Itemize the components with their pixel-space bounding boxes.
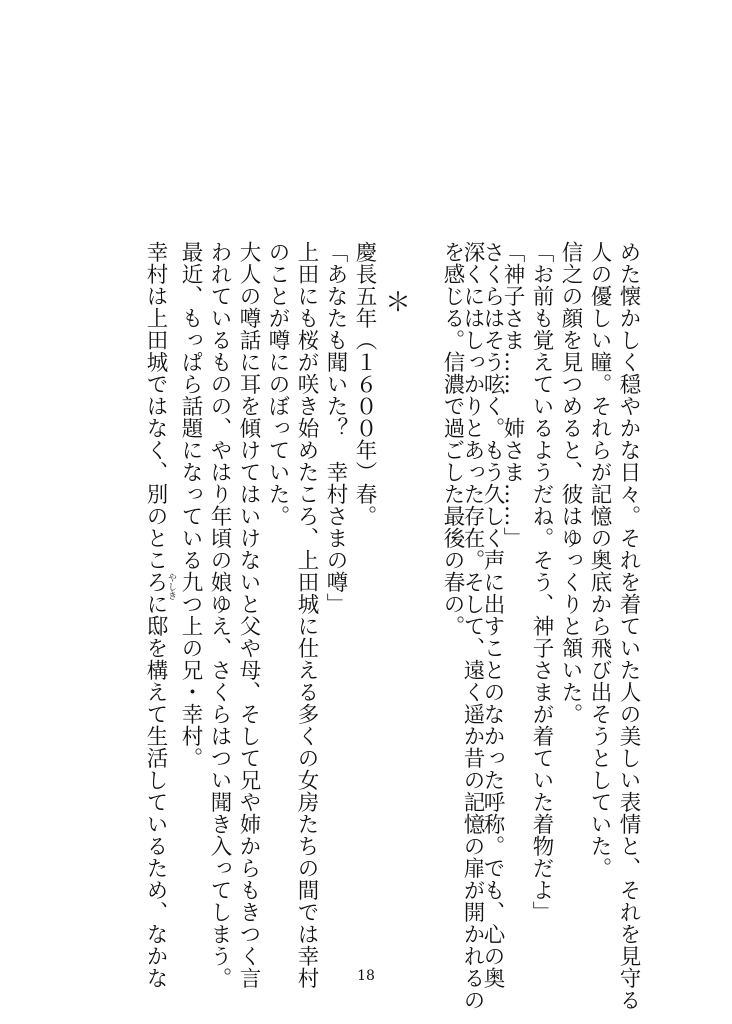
- ruby-annotation: やしき: [166, 573, 176, 600]
- text-column: のことが噂にのぼっていた。: [265, 241, 290, 527]
- text-column: さくらはそう呟く。もう久しく声に出すことのなかった呼称。でも、心の奥: [480, 241, 505, 989]
- text-column: 「神子さま…… 姉さま……」: [500, 241, 525, 549]
- text-column: 幸村は上田城ではなく、別のところに邸を構えて生活しているため、なかな: [143, 241, 168, 989]
- text-column: 「あなたも聞いた？ 幸村さまの噂」: [323, 241, 348, 615]
- scene-separator: ＊: [385, 288, 412, 318]
- page-number: 18: [357, 968, 375, 984]
- text-column: 信之の顔を見つめると、彼はゆっくりと頷いた。: [558, 241, 583, 725]
- text-column: 人の優しい瞳。それらが記憶の奥底から飛び出そうとしていた。: [587, 241, 612, 879]
- text-column: めた懐かしく穏やかな日々。それを着ていた人の美しい表情と、それを見守る: [616, 241, 641, 1011]
- text-column: われているものの、やはり年頃の娘ゆえ、さくらはつい聞き入ってしまう。: [207, 241, 232, 989]
- text-column: 深くにはしっかりとあった存在。そして、遠く遥か昔の記憶の扉が開かれるの: [460, 241, 485, 1011]
- text-column: 最近、もっぱら話題になっている九つ上の兄・幸村。: [178, 241, 203, 769]
- text-column: を感じる。信濃で過ごした最後の春の。: [440, 241, 465, 637]
- text-column: 慶長五年（１６００年）春。: [352, 241, 377, 527]
- text-column: 「お前も覚えているようだね。そう、神子さまが着ていた着物だよ」: [529, 241, 554, 923]
- text-column: 上田にも桜が咲き始めたころ、上田城に仕える多くの女房たちの間では幸村: [294, 241, 319, 989]
- text-column: 大人の噂話に耳を傾けてはいけないと父や母、そして兄や姉からもきつく言: [236, 241, 261, 989]
